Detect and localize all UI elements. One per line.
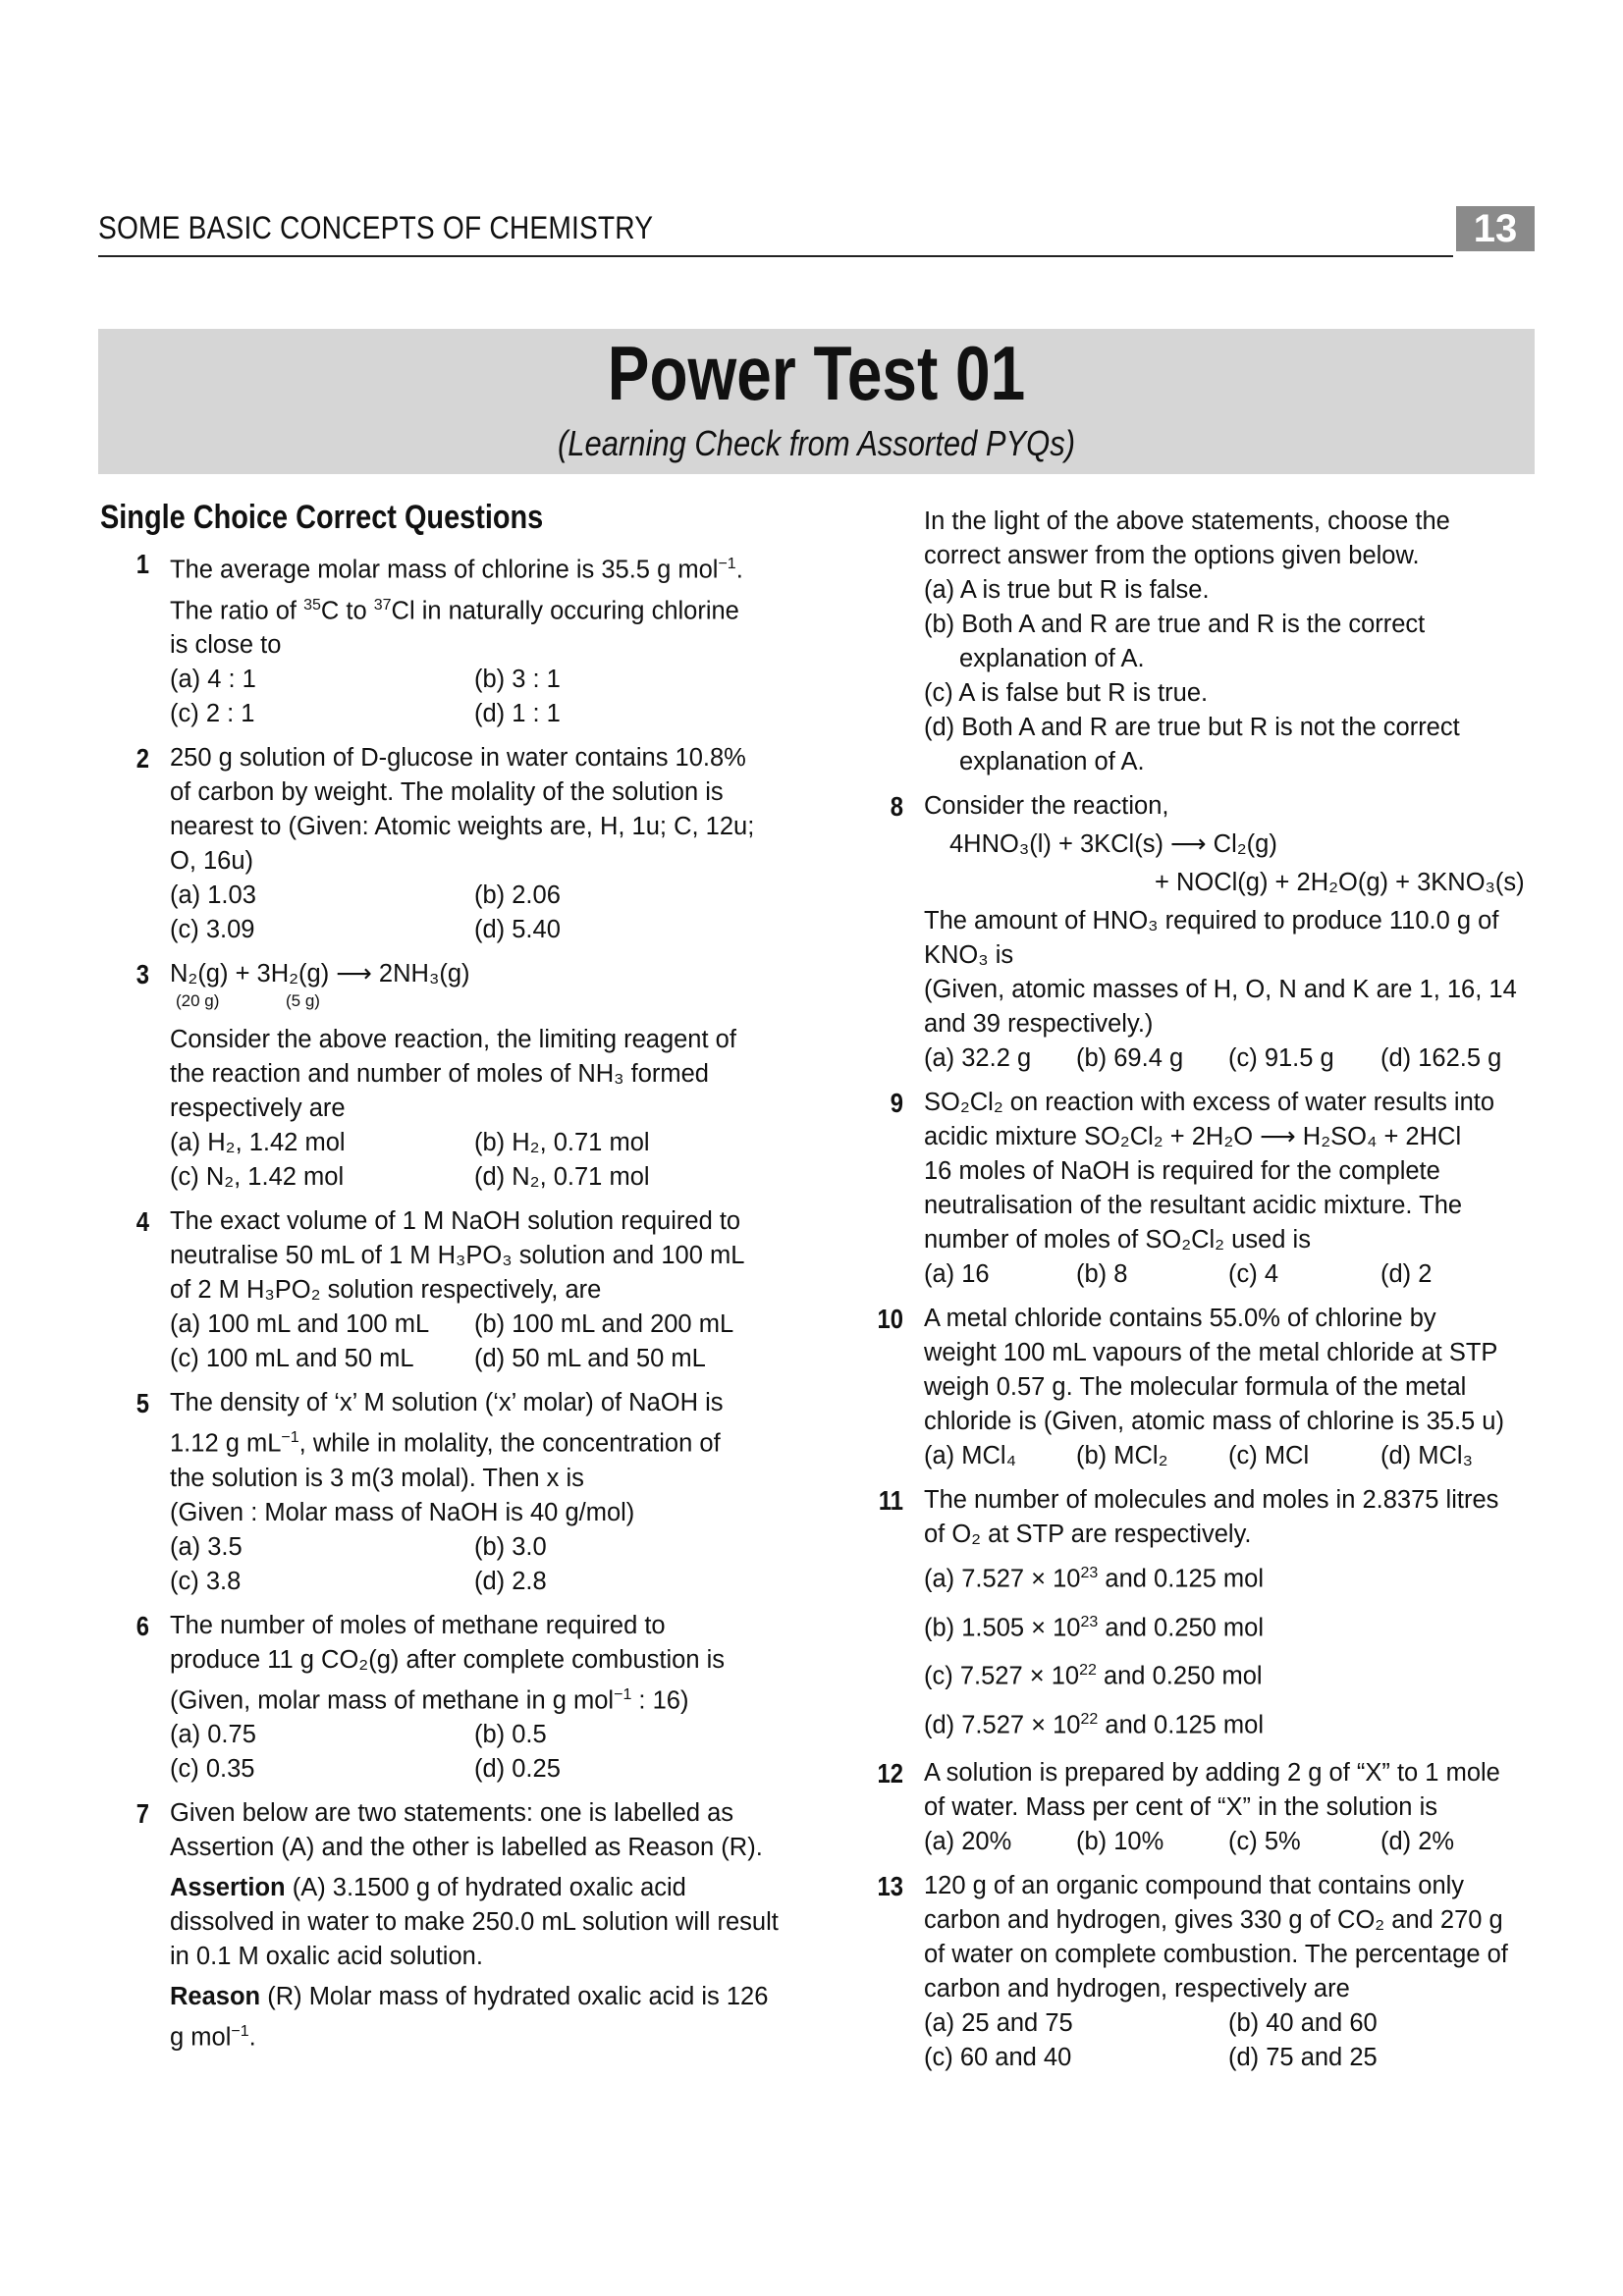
question-stem: 250 g solution of D-glucose in water contains 10.8% of carbon by weight. The molality of the solution is nearest to (Given: Atomic weights are, H, 1u; C, 12u; O, 16u) <box>170 744 755 875</box>
options <box>924 1041 1540 1076</box>
title-banner <box>98 329 1535 474</box>
question-number: 2 <box>135 743 149 774</box>
option-d: (d) 5.40 <box>474 916 561 943</box>
option-b: (b) MCl₂ <box>1076 1442 1168 1469</box>
question-11 <box>852 1483 1540 1746</box>
question-stem: SO₂Cl₂ on reaction with excess of water results into acidic mixture SO₂Cl₂ + 2H₂O ⟶ H₂SO₄ + 2HCl 16 moles of NaOH is required for the complete neutralisation of the resultant acidic mixture. The number of moles of SO₂Cl₂ used is <box>924 1089 1495 1254</box>
option-c: (c) 3.09 <box>170 916 255 943</box>
option-a: (a) 25 and 75 <box>924 2009 1073 2037</box>
option-d: (d) 50 mL and 50 mL <box>474 1345 706 1372</box>
question-6 <box>98 1609 785 1788</box>
question-13 <box>852 1869 1540 2075</box>
question-9 <box>852 1086 1540 1292</box>
option-d: (d) 2% <box>1380 1828 1455 1855</box>
question-8 <box>852 789 1540 1076</box>
question-7 <box>98 1796 785 2056</box>
option-d: (d) $7.527 \times 10^{22}$ and 0.125 mol <box>924 1710 1264 1738</box>
options <box>170 663 785 731</box>
question-stem: N₂(g) + 3H₂(g) ⟶ 2NH₃(g) (20 g) (5 g) Consider the above reaction, the limiting reagent of the reaction and number of moles of NH₃ formed respectively are <box>170 957 785 1126</box>
options <box>924 2006 1540 2075</box>
question-1 <box>98 547 785 731</box>
options <box>924 1552 1540 1746</box>
options <box>170 1308 785 1376</box>
left-column <box>98 547 785 2065</box>
options <box>170 1126 785 1195</box>
option-b: (b) 100 mL and 200 mL <box>474 1310 734 1338</box>
option-d: (d) 1 : 1 <box>474 700 561 727</box>
question-stem: A metal chloride contains 55.0% of chlorine by weight 100 mL vapours of the metal chloride at STP weigh 0.57 g. The molecular formula of the metal chloride is (Given, atomic mass of chlorine is 35.5 u) <box>924 1305 1504 1435</box>
option-a: (a) 1.03 <box>170 881 256 909</box>
header-rule <box>98 255 1453 257</box>
option-d: (d) 75 and 25 <box>1228 2044 1378 2071</box>
option-a: (a) 20% <box>924 1828 1012 1855</box>
question-stem: The exact volume of 1 M NaOH solution required to neutralise 50 mL of 1 M H₃PO₃ solution and 100 mL of 2 M H₃PO₂ solution respectively, are <box>170 1207 745 1304</box>
question-stem: A solution is prepared by adding 2 g of “X” to 1 mole of water. Mass per cent of “X” in the solution is <box>924 1759 1500 1821</box>
right-column <box>852 505 1540 2085</box>
question-stem: Given below are two statements: one is labelled as Assertion (A) and the other is labelled as Reason (R). Assertion (A) 3.1500 g of hydrated oxalic acid dissolved in water to make 250.0 mL solution will result in 0.1 M oxalic acid solution. Reason (R) Molar mass of hydrated oxalic acid is 126 g mol$^{-1}$. <box>170 1796 785 2056</box>
option-a: (a) 32.2 g <box>924 1044 1032 1072</box>
question-stem: The number of molecules and moles in 2.8375 litres of O₂ at STP are respectively. <box>924 1486 1499 1548</box>
question-2 <box>98 741 785 947</box>
option-c: (c) 4 <box>1228 1260 1278 1288</box>
question-number: 7 <box>135 1798 149 1829</box>
option-a: (a) 0.75 <box>170 1721 256 1748</box>
question-7-continued <box>852 505 1540 779</box>
option-a: (a) $7.527 \times 10^{23}$ and 0.125 mol <box>924 1565 1264 1593</box>
question-stem: The density of ‘x’ M solution (‘x’ molar) of NaOH is 1.12 g $mL^{-1}$, while in molality, the concentration of the solution is 3 m(3 molal). Then x is (Given : Molar mass of NaOH is 40 g/mol) <box>170 1389 724 1526</box>
option-c: (c) $7.527 \times 10^{22}$ and 0.250 mol <box>924 1662 1263 1690</box>
question-number: 12 <box>877 1758 903 1789</box>
option-a: (a) H₂, 1.42 mol <box>170 1129 346 1156</box>
option-a: (a) 100 mL and 100 mL <box>170 1310 430 1338</box>
question-5 <box>98 1386 785 1599</box>
option-c: (c) 5% <box>1228 1828 1301 1855</box>
option-c: (c) 60 and 40 <box>924 2044 1072 2071</box>
question-number: 6 <box>135 1610 149 1641</box>
question-12 <box>852 1756 1540 1859</box>
question-stem: 120 g of an organic compound that contains only carbon and hydrogen, gives 330 g of CO₂ and 270 g of water on complete combustion. The percentage of carbon and hydrogen, respectively are <box>924 1872 1508 2002</box>
option-b: (b) 3 : 1 <box>474 666 561 693</box>
option-b: (b) 3.0 <box>474 1532 547 1561</box>
question-number: 5 <box>135 1388 149 1418</box>
option-c: (c) 3.8 <box>170 1567 242 1595</box>
option-a: (a) 4 : 1 <box>170 666 256 693</box>
question-3 <box>98 957 785 1195</box>
question-number: 8 <box>890 791 903 822</box>
question-number: 11 <box>878 1485 903 1516</box>
question-stem: The average molar mass of chlorine is 35.5 g mol$^{-1}$. The ratio of $^{35}$C to $^{37}$Cl in naturally occuring chlorine is close to <box>170 556 743 659</box>
test-title: Power Test 01 <box>607 330 1026 416</box>
question-stem: In the light of the above statements, choose the correct answer from the options given below. <box>924 507 1450 569</box>
option-b: (b) 2.06 <box>474 881 561 909</box>
options <box>170 1530 785 1599</box>
reaction-equation: N₂(g) + 3H₂(g) ⟶ 2NH₃(g) <box>170 960 470 988</box>
mass-label-h2: (5 g) <box>286 991 320 1010</box>
question-number: 3 <box>135 959 149 989</box>
question-stem: Consider the reaction, 4HNO₃(l) + 3KCl(s) ⟶ Cl₂(g) + NOCl(g) + 2H₂O(g) + 3KNO₃(s) The amount of HNO₃ required to produce 110.0 g of KNO₃ is (Given, atomic masses of H, O, N and K are 1, 16, 14 and 39 respectively.) <box>924 789 1540 1041</box>
option-d: (d) MCl₃ <box>1380 1442 1473 1469</box>
option-b: (b) 69.4 g <box>1076 1044 1184 1072</box>
option-c: (c) N₂, 1.42 mol <box>170 1163 345 1191</box>
option-b: (b) $1.505 \times 10^{23}$ and 0.250 mol <box>924 1613 1264 1641</box>
question-number: 1 <box>135 549 149 579</box>
question-4 <box>98 1204 785 1376</box>
option-b: (b) 40 and 60 <box>1228 2009 1378 2037</box>
option-d: (d) 2.8 <box>474 1567 547 1595</box>
reaction-equation-line-1: 4HNO₃(l) + 3KCl(s) ⟶ Cl₂(g) <box>949 830 1277 858</box>
options <box>924 1825 1540 1859</box>
option-d: (d) Both A and R are true but R is not the correct explanation of A. <box>924 714 1460 775</box>
option-c: (c) 0.35 <box>170 1755 255 1783</box>
option-b: (b) H₂, 0.71 mol <box>474 1129 650 1156</box>
question-10 <box>852 1302 1540 1473</box>
reaction-equation-line-2: + NOCl(g) + 2H₂O(g) + 3KNO₃(s) <box>1155 869 1525 896</box>
question-number: 4 <box>135 1206 149 1237</box>
options <box>924 1439 1540 1473</box>
options <box>924 1257 1540 1292</box>
test-subtitle: (Learning Check from Assorted PYQs) <box>557 423 1076 463</box>
options <box>924 573 1540 779</box>
question-number: 10 <box>877 1304 903 1334</box>
section-heading: Single Choice Correct Questions <box>100 499 544 536</box>
option-b: (b) Both A and R are true and R is the correct explanation of A. <box>924 611 1426 672</box>
option-a: (a) MCl₄ <box>924 1442 1016 1469</box>
assertion-statement: Assertion (A) 3.1500 g of hydrated oxalic acid dissolved in water to make 250.0 mL solution will result in 0.1 M oxalic acid solution. <box>170 1874 779 1970</box>
option-c: (c) MCl <box>1228 1442 1310 1469</box>
options <box>170 1718 785 1787</box>
running-header: SOME BASIC CONCEPTS OF CHEMISTRY <box>98 210 654 245</box>
question-number: 13 <box>877 1871 903 1901</box>
option-a: (a) 3.5 <box>170 1532 243 1561</box>
option-c: (c) 100 mL and 50 mL <box>170 1345 414 1372</box>
option-d: (d) N₂, 0.71 mol <box>474 1163 650 1191</box>
option-d: (d) 0.25 <box>474 1755 561 1783</box>
option-c: (c) 91.5 g <box>1228 1044 1334 1072</box>
option-b: (b) 10% <box>1076 1828 1164 1855</box>
question-number: 9 <box>890 1088 903 1118</box>
question-stem: The number of moles of methane required to produce 11 g CO₂(g) after complete combustion is (Given, molar mass of methane in g mol$^{-1}$ : 16) <box>170 1611 726 1714</box>
option-c: (c) 2 : 1 <box>170 700 255 727</box>
option-d: (d) 2 <box>1380 1260 1433 1288</box>
page-number: 13 <box>1456 206 1535 251</box>
option-c: (c) A is false but R is true. <box>924 679 1209 707</box>
reason-statement: Reason (R) Molar mass of hydrated oxalic acid is 126 g mol$^{-1}$. <box>170 1983 769 2052</box>
mass-label-n2: (20 g) <box>176 991 220 1010</box>
option-b: (b) 8 <box>1076 1260 1128 1288</box>
options <box>170 879 785 947</box>
option-a: (a) 16 <box>924 1260 990 1288</box>
option-d: (d) 162.5 g <box>1380 1044 1502 1072</box>
option-a: (a) A is true but R is false. <box>924 576 1210 604</box>
option-b: (b) 0.5 <box>474 1721 547 1748</box>
